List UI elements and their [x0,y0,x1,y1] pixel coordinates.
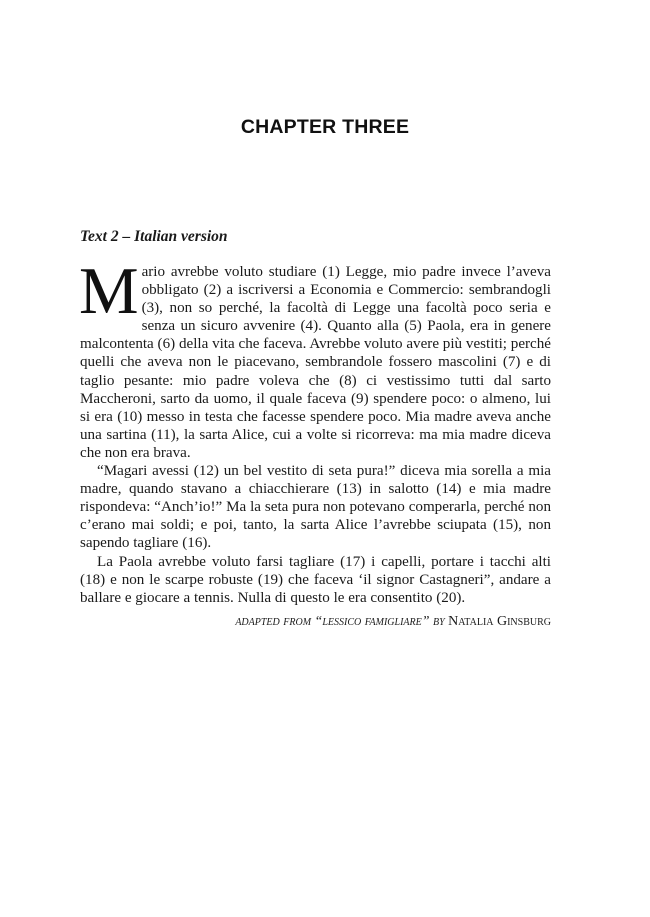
paragraph-1-text: ario avrebbe voluto studiare (1) Legge, mio padre invece l’aveva obbligato (2) a iscriversi a Economia e Commercio: sembrandogli (3), non so perché, la facoltà di Legge una facoltà poco seria e senza un sicuro avvenire (4). Quanto alla (5) Paola, era in genere malcontenta (6) della vita che faceva. Avrebbe voluto avere più vestiti; perché quelli che aveva non le piacevano, sembrandole fossero mascolini (7) e di taglio pesante: mio padre voleva che (8) ci vestissimo tutti dal sarto Maccheroni, sarto da uomo, il quale faceva (9) spendere poco: o almeno, lui si era (10) messo in testa che facesse spendere poco. Mia madre aveva anche una sartina (11), la sarta Alice, cui a volte si ricorreva: ma mia madre diceva che non era brava. [80,264,551,461]
paragraph-2: “Magari avessi (12) un bel vestito di seta pura!” diceva mia sorella a mia madre, quando stavano a chiacchierare (13) in salotto (14) e mia madre rispondeva: “Anch’io!” Ma la seta pura non potevano comperarla, perché non c’erano mai soldi; e poi, tanto, la sarta Alice l’avrebbe sciupata (15), non sapendo tagliare (16). [80,463,551,552]
drop-cap: M [79,254,139,328]
passage-body [79,254,551,607]
attribution-prefix: adapted from “lessico famigliare” by [235,614,445,629]
section-heading: Text 2 – Italian version [80,228,228,245]
source-attribution [80,613,551,630]
paragraph-1 [79,254,551,462]
chapter-title: CHAPTER THREE [240,116,410,138]
attribution-author: Natalia Ginsburg [448,614,551,629]
paragraph-3: La Paola avrebbe voluto farsi tagliare (17) i capelli, portare i tacchi alti (18) e non le scarpe robuste (19) che faceva ‘il signor Castagneri”, andare a ballare e giocare a tennis. Nulla di questo le era consentito (20). [80,553,551,606]
